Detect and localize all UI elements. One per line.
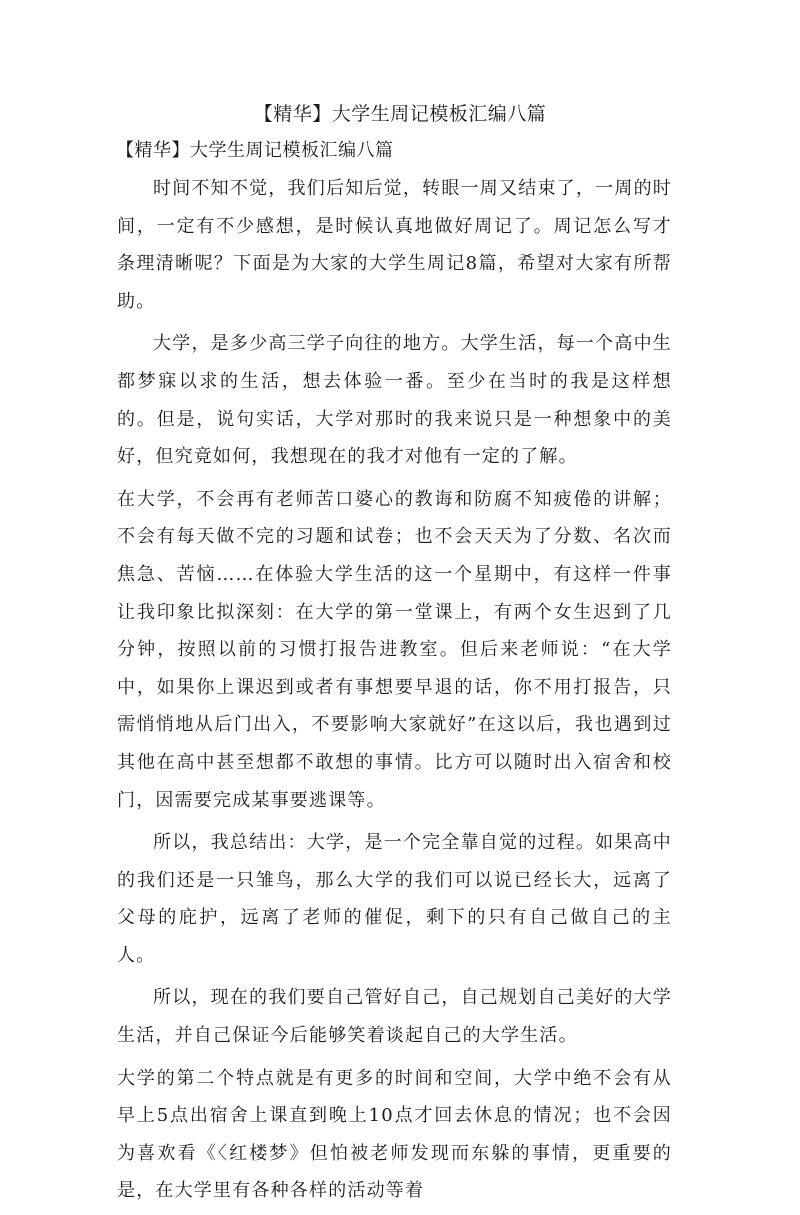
document-body <box>117 170 672 1215</box>
document-subtitle: 【精华】大学生周记模板汇编八篇 <box>116 140 394 161</box>
paragraph-conclusion: 所以，我总结出：大学，是一个完全靠自觉的过程。如果高中的我们还是一只雏鸟，那么大学的我们可以说已经长大，远离了父母的庇护，远离了老师的催促，剩下的只有自己做自己的主人。 <box>117 832 672 966</box>
paragraph-time-and-space: 大学的第二个特点就是有更多的时间和空间，大学中绝不会有从早上5点出宿舍上课直到晚上10点才回去休息的情况；也不会因为喜欢看《〈红楼梦》但怕被老师发现而东躲的事情，更重要的是，在大学里有各种各样的活动等着 <box>117 1067 672 1202</box>
document-title: 【精华】大学生周记模板汇编八篇 <box>253 103 547 125</box>
paragraph-university-dream: 大学，是多少高三学子向往的地方。大学生活，每一个高中生都梦寐以求的生活，想去体验一番。至少在当时的我是这样想的。但是，说句实话，大学对那时的我来说只是一种想象中的美好，但究竟如何，我想现在的我才对他有一定的了解。 <box>117 333 672 468</box>
paragraph-self-management: 所以，现在的我们要自己管好自己，自己规划自己美好的大学生活，并自己保证今后能够笑着谈起自己的大学生活。 <box>117 987 672 1047</box>
paragraph-university-freedom: 在大学，不会再有老师苦口婆心的教诲和防腐不知疲倦的讲解；不会有每天做不完的习题和试卷；也不会天天为了分数、名次而焦急、苦恼……在体验大学生活的这一个星期中，有这样一件事让我印象比拟深刻：在大学的第一堂课上，有两个女生迟到了几分钟，按照以前的习惯打报告进教室。但后来老师说：“在大学中，如果你上课迟到或者有事想要早退的话，你不用打报告，只需悄悄地从后门出入，不要影响大家就好”在这以后，我也遇到过其他在高中甚至想都不敢想的事情。比方可以随时出入宿舍和校门，因需要完成某事要逃课等。 <box>117 488 672 811</box>
paragraph-intro: 时间不知不觉，我们后知后觉，转眼一周又结束了，一周的时间，一定有不少感想，是时候认真地做好周记了。周记怎么写才条理清晰呢？下面是为大家的大学生周记8篇，希望对大家有所帮助。 <box>117 178 672 312</box>
